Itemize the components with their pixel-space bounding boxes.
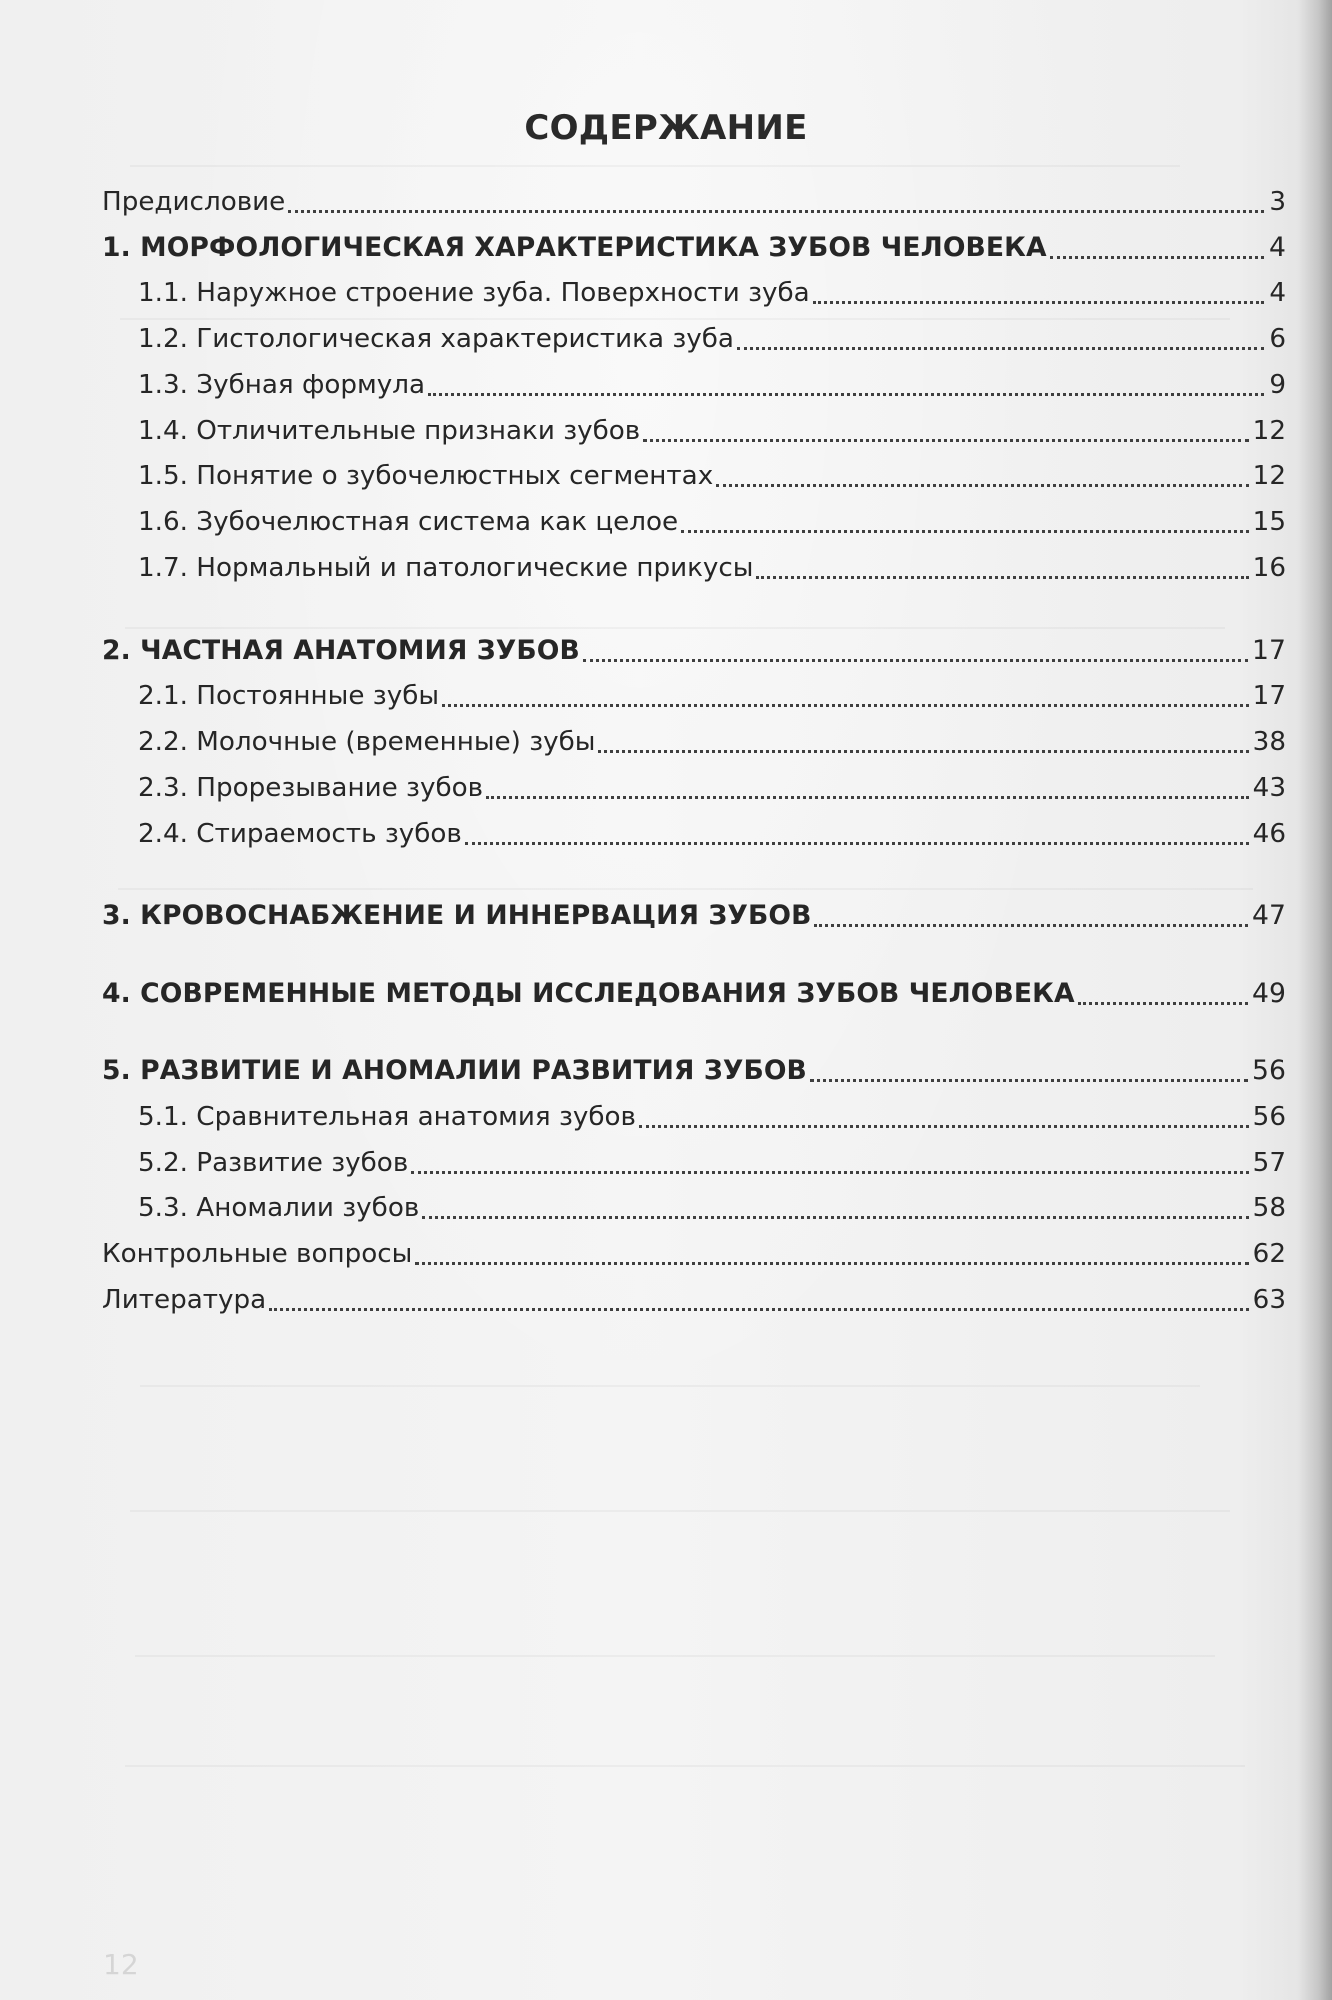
dot-leader (810, 1076, 1248, 1082)
page-title: СОДЕРЖАНИЕ (524, 107, 808, 148)
show-through-line (125, 1765, 1245, 1767)
toc-entry-section (138, 1189, 1286, 1227)
dot-leader (583, 656, 1248, 662)
toc-entry-chapter-4 (102, 975, 1286, 1013)
toc-entry-label: 1.7. Нормальный и патологические прикусы (138, 553, 754, 583)
dot-leader (737, 344, 1264, 350)
toc-entry-section (138, 503, 1286, 541)
toc-entry-page: 38 (1252, 727, 1286, 757)
show-through-line (125, 627, 1225, 629)
toc-entry-page: 49 (1251, 978, 1286, 1009)
dot-leader (643, 436, 1248, 442)
toc-entry-label: 5.3. Аномалии зубов (138, 1193, 420, 1223)
dot-leader (288, 207, 1264, 213)
dot-leader (1078, 999, 1248, 1005)
toc-entry-label: 1.2. Гистологическая характеристика зуба (138, 324, 734, 354)
toc-entry-page: 4 (1268, 232, 1286, 263)
toc-entry-page: 63 (1252, 1285, 1286, 1315)
toc-entry-section (138, 274, 1286, 312)
toc-entry-page: 43 (1252, 773, 1286, 803)
toc-entry-chapter-1 (102, 229, 1286, 267)
toc-entry-label: Контрольные вопросы (102, 1239, 413, 1269)
toc-entry-label: 2.4. Стираемость зубов (138, 819, 462, 849)
dot-leader (598, 747, 1248, 753)
dot-leader (756, 573, 1248, 579)
toc-entry-section (138, 723, 1286, 761)
show-through-line (130, 1510, 1230, 1512)
toc-entry-literature (102, 1281, 1286, 1319)
toc-entry-page: 16 (1252, 553, 1286, 583)
toc-entry-section (138, 366, 1286, 404)
toc-entry-label: 1.6. Зубочелюстная система как целое (138, 507, 679, 537)
toc-entry-section (138, 549, 1286, 587)
toc-entry-label: 1.3. Зубная формула (138, 370, 426, 400)
toc-entry-label: 2. ЧАСТНАЯ АНАТОМИЯ ЗУБОВ (102, 635, 580, 666)
show-through-line (118, 888, 1253, 890)
dot-leader (681, 527, 1249, 533)
toc-entry-label: 2.3. Прорезывание зубов (138, 773, 484, 803)
toc-entry-label: 1.5. Понятие о зубочелюстных сегментах (138, 461, 714, 491)
toc-entry-label: 2.2. Молочные (временные) зубы (138, 727, 596, 757)
dot-leader (639, 1122, 1249, 1128)
toc-entry-page: 6 (1269, 324, 1286, 354)
dot-leader (428, 390, 1264, 396)
dot-leader (422, 1213, 1248, 1219)
toc-entry-section (138, 320, 1286, 358)
toc-entry-section (138, 412, 1286, 450)
toc-entry-chapter-3 (102, 897, 1286, 935)
toc-entry-page: 17 (1252, 681, 1286, 711)
dot-leader (411, 1168, 1248, 1174)
dot-leader (269, 1305, 1249, 1311)
dot-leader (1050, 253, 1264, 259)
dot-leader (813, 298, 1264, 304)
dot-leader (716, 481, 1248, 487)
toc-entry-section (138, 677, 1286, 715)
toc-entry-page: 62 (1252, 1239, 1286, 1269)
dot-leader (486, 793, 1249, 799)
page-edge-shadow (1298, 0, 1332, 2000)
toc-entry-page: 17 (1251, 635, 1286, 666)
dot-leader (465, 839, 1249, 845)
show-through-line (130, 165, 1180, 167)
toc-entry-page: 12 (1252, 461, 1286, 491)
toc-entry-page: 56 (1252, 1102, 1286, 1132)
toc-entry-page: 15 (1252, 507, 1286, 537)
toc-entry-page: 56 (1251, 1055, 1286, 1086)
show-through-line (135, 1655, 1215, 1657)
toc-entry-preface (102, 183, 1286, 221)
toc-entry-label: 5.1. Сравнительная анатомия зубов (138, 1102, 636, 1132)
dot-leader (415, 1259, 1248, 1265)
toc-entry-section (138, 769, 1286, 807)
toc-entry-label: 1.4. Отличительные признаки зубов (138, 416, 641, 446)
toc-entry-chapter-2 (102, 632, 1286, 670)
show-through-line (140, 1385, 1200, 1387)
dot-leader (442, 701, 1249, 707)
toc-entry-section (138, 1144, 1286, 1182)
toc-entry-label: Предисловие (102, 187, 286, 217)
toc-entry-label: 5.2. Развитие зубов (138, 1148, 409, 1178)
toc-entry-label: 5. РАЗВИТИЕ И АНОМАЛИИ РАЗВИТИЯ ЗУБОВ (102, 1055, 807, 1086)
toc-entry-page: 46 (1252, 819, 1286, 849)
toc-entry-page: 3 (1269, 187, 1286, 217)
toc-entry-page: 9 (1269, 370, 1286, 400)
toc-entry-section (138, 815, 1286, 853)
faint-page-number: 12 (103, 1948, 139, 1981)
toc-entry-page: 47 (1251, 900, 1286, 931)
toc-entry-section (138, 457, 1286, 495)
dot-leader (814, 921, 1247, 927)
toc-entry-page: 58 (1252, 1193, 1286, 1223)
toc-entry-label: 3. КРОВОСНАБЖЕНИЕ И ИННЕРВАЦИЯ ЗУБОВ (102, 900, 812, 931)
toc-entry-label: 2.1. Постоянные зубы (138, 681, 440, 711)
toc-entry-label: 4. СОВРЕМЕННЫЕ МЕТОДЫ ИССЛЕДОВАНИЯ ЗУБОВ ЧЕЛОВЕКА (102, 978, 1075, 1009)
toc-entry-page: 12 (1252, 416, 1286, 446)
toc-entry-chapter-5 (102, 1052, 1286, 1090)
toc-entry-questions (102, 1235, 1286, 1273)
toc-entry-page: 4 (1269, 278, 1286, 308)
toc-entry-label: Литература (102, 1285, 267, 1315)
toc-entry-section (138, 1098, 1286, 1136)
toc-entry-label: 1.1. Наружное строение зуба. Поверхности зуба (138, 278, 810, 308)
toc-entry-label: 1. МОРФОЛОГИЧЕСКАЯ ХАРАКТЕРИСТИКА ЗУБОВ ЧЕЛОВЕКА (102, 232, 1047, 263)
toc-entry-page: 57 (1252, 1148, 1286, 1178)
